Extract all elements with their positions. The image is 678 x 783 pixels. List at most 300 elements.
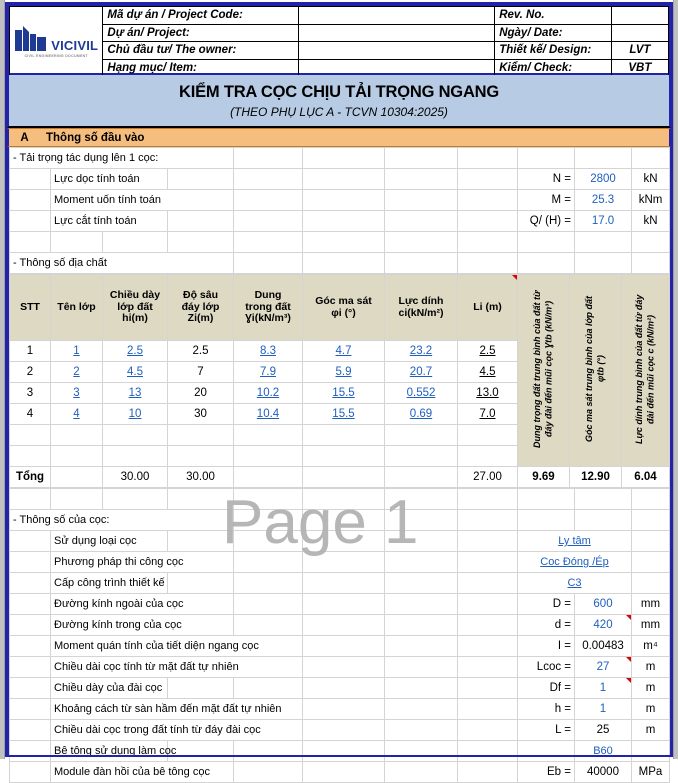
- blank-cell: [518, 510, 575, 531]
- soil-col-phi: Góc ma sát φi (°): [303, 275, 385, 341]
- blank-cell: [385, 190, 458, 211]
- header-label-date: Ngày/ Date:: [495, 24, 612, 42]
- pile-row: [10, 615, 670, 636]
- load-label-m: Moment uốn tính toán: [51, 190, 234, 211]
- page-subtitle: (THEO PHỤ LỤC A - TCVN 10304:2025): [230, 104, 448, 119]
- soil-col-gamma: Dung trong đất Ɣi(kN/m³): [234, 275, 303, 341]
- cell-hi[interactable]: 10: [103, 404, 168, 425]
- soil-col-li: Li (m): [458, 275, 518, 341]
- blank-cell: [385, 489, 458, 510]
- pile-symbol-h: h =: [518, 699, 575, 720]
- pile-row: [10, 699, 670, 720]
- blank-cell: [234, 148, 303, 169]
- blank-cell: [303, 531, 385, 552]
- blank-cell: [458, 636, 518, 657]
- cell-li: 7.0: [458, 404, 518, 425]
- blank-cell: [458, 678, 518, 699]
- pile-row: [10, 720, 670, 741]
- blank-cell: [168, 741, 234, 762]
- blank-cell: [10, 720, 51, 741]
- cell-ten[interactable]: 4: [51, 404, 103, 425]
- blank-cell: [458, 699, 518, 720]
- pile-symbol-d: d =: [518, 615, 575, 636]
- pile-row: [10, 657, 670, 678]
- blank-cell: [632, 232, 670, 253]
- blank-cell: [234, 741, 303, 762]
- company-logo: [10, 7, 103, 77]
- blank-cell: [10, 699, 51, 720]
- cell-ci[interactable]: 0.69: [385, 404, 458, 425]
- cell-stt: 2: [10, 362, 51, 383]
- pile-row: [10, 636, 670, 657]
- cell-zi: 20: [168, 383, 234, 404]
- header-value-design[interactable]: LVT: [611, 42, 668, 60]
- pile-value-h[interactable]: 1: [575, 699, 632, 720]
- cell-zi: 2.5: [168, 341, 234, 362]
- blank-cell: [168, 489, 234, 510]
- header-label-project: Dự án/ Project:: [103, 24, 299, 42]
- cell-ten[interactable]: 3: [51, 383, 103, 404]
- pile-symbol-D: D =: [518, 594, 575, 615]
- cell-hi[interactable]: [103, 425, 168, 446]
- comment-marker-icon: [512, 275, 517, 280]
- cell-ten[interactable]: [51, 425, 103, 446]
- blank-cell: [632, 552, 670, 573]
- blank-cell: [168, 211, 234, 232]
- soil-heading-row: [10, 253, 670, 274]
- soil-col-zi: Độ sâu đáy lớp Zi(m): [168, 275, 234, 341]
- soil-col-c-tb: Lực dính trung bình của đất từ đáy đài đến mũi cọc c (kN/m²): [622, 275, 670, 467]
- pile-row: [10, 531, 670, 552]
- soil-heading: - Thông số địa chất: [10, 253, 234, 274]
- blank-cell: [303, 636, 385, 657]
- blank-cell: [234, 253, 303, 274]
- soil-total-c-tb: 6.04: [622, 467, 670, 488]
- header-label-owner: Chủ đầu tư/ The owner:: [103, 42, 299, 60]
- logo-tagline: CIVIL ENGINEERING DOCUMENT: [24, 53, 88, 58]
- blank-cell: [103, 232, 168, 253]
- pile-value-D[interactable]: 600: [575, 594, 632, 615]
- blank-cell: [10, 232, 51, 253]
- blank-cell: [518, 148, 575, 169]
- blank-cell: [458, 657, 518, 678]
- blank-cell: [575, 253, 632, 274]
- blank-cell: [234, 762, 303, 783]
- blank-cell: [632, 510, 670, 531]
- cell-ten[interactable]: [51, 446, 103, 467]
- blank-cell: [234, 510, 303, 531]
- cell-gamma[interactable]: 10.2: [234, 383, 303, 404]
- section-a-bar: [7, 128, 671, 147]
- blank-cell: [458, 510, 518, 531]
- pile-label-cap-cong-trinh: Cấp công trình thiết kế: [51, 573, 168, 594]
- blank-cell: [303, 594, 385, 615]
- loads-heading: - Tải trọng tác dụng lên 1 cọc:: [10, 148, 234, 169]
- soil-col-stt: STT: [10, 275, 51, 341]
- blank-cell: [385, 573, 458, 594]
- blank-cell: [458, 552, 518, 573]
- pile-symbol-I: I =: [518, 636, 575, 657]
- pile-row: [10, 678, 670, 699]
- pile-unit-D: mm: [632, 594, 670, 615]
- header-value-owner[interactable]: [299, 42, 495, 60]
- load-value-m[interactable]: 25.3: [575, 190, 632, 211]
- soil-total-phi-tb: 12.90: [570, 467, 622, 488]
- blank-cell: [303, 573, 385, 594]
- blank-cell: [234, 169, 303, 190]
- pile-value-d[interactable]: 420: [575, 615, 632, 636]
- cell-gamma[interactable]: [234, 446, 303, 467]
- blank-cell: [385, 636, 458, 657]
- blank-cell: [632, 489, 670, 510]
- header-value-rev-no[interactable]: [611, 7, 668, 25]
- blank-cell: [10, 636, 51, 657]
- blank-cell: [303, 699, 385, 720]
- blank-cell: [458, 741, 518, 762]
- cell-ten[interactable]: 2: [51, 362, 103, 383]
- blank-cell: [10, 657, 51, 678]
- blank-cell: [10, 190, 51, 211]
- pile-value-betong[interactable]: B60: [575, 741, 632, 762]
- blank-cell: [234, 190, 303, 211]
- cell-gamma[interactable]: [234, 425, 303, 446]
- blank-cell: [575, 148, 632, 169]
- pile-row: [10, 552, 670, 573]
- blank-cell: [51, 489, 103, 510]
- vicivil-building-icon: [14, 26, 48, 52]
- blank-cell: [234, 211, 303, 232]
- cell-stt: 4: [10, 404, 51, 425]
- soil-col-phi-tb: Góc ma sát trung bình của lớp đất φtb (°): [570, 275, 622, 467]
- loads-table: [9, 147, 670, 274]
- soil-total-zi: 30.00: [168, 467, 234, 488]
- cell-hi[interactable]: 2.5: [103, 341, 168, 362]
- cell-ci[interactable]: 20.7: [385, 362, 458, 383]
- blank-cell: [385, 510, 458, 531]
- soil-col-ten-lop: Tên lớp: [51, 275, 103, 341]
- soil-total-row: [10, 467, 670, 488]
- blank-cell: [303, 741, 385, 762]
- blank-cell: [10, 531, 51, 552]
- soil-parameters-table: [9, 274, 670, 488]
- cell-li: [458, 425, 518, 446]
- blank-cell: [303, 762, 385, 783]
- cell-stt: 1: [10, 341, 51, 362]
- load-row: [10, 169, 670, 190]
- blank-cell: [385, 678, 458, 699]
- right-gutter: [673, 0, 678, 759]
- blank-cell: [385, 594, 458, 615]
- header-label-design: Thiết kế/ Design:: [495, 42, 612, 60]
- blank-cell: [632, 573, 670, 594]
- blank-cell: [385, 253, 458, 274]
- blank-cell: [10, 594, 51, 615]
- blank-cell: [458, 211, 518, 232]
- pile-value-I: 0.00483: [575, 636, 632, 657]
- blank-cell: [458, 615, 518, 636]
- blank-cell: [458, 594, 518, 615]
- pile-row: [10, 762, 670, 783]
- pile-symbol-Eb: Eb =: [518, 762, 575, 783]
- blank-cell: [458, 489, 518, 510]
- load-label-q: Lực cắt tính toán: [51, 211, 168, 232]
- soil-header-row: [10, 275, 670, 341]
- blank-cell: [385, 720, 458, 741]
- blank-cell: [303, 211, 385, 232]
- blank-cell: [518, 489, 575, 510]
- blank-cell: [234, 467, 303, 488]
- load-unit-n: kN: [632, 169, 670, 190]
- section-a-letter: A: [20, 131, 29, 144]
- pile-label-Lcoc: Chiều dài cọc tính từ mặt đất tự nhiên: [51, 657, 303, 678]
- pile-value-L: 25: [575, 720, 632, 741]
- blank-cell: [575, 510, 632, 531]
- header-label-item: Hạng mục/ Item:: [103, 59, 299, 77]
- cell-ten[interactable]: 1: [51, 341, 103, 362]
- cell-hi[interactable]: 4.5: [103, 362, 168, 383]
- blank-cell: [632, 741, 670, 762]
- blank-cell: [385, 467, 458, 488]
- blank-cell: [385, 169, 458, 190]
- soil-total-hi: 30.00: [103, 467, 168, 488]
- cell-zi: [168, 425, 234, 446]
- blank-cell: [10, 489, 51, 510]
- pile-label-I: Moment quán tính của tiết diện ngang cọc: [51, 636, 303, 657]
- blank-cell: [234, 232, 303, 253]
- load-unit-m: kNm: [632, 190, 670, 211]
- load-label-n: Lực dọc tính toán: [51, 169, 168, 190]
- blank-cell: [385, 615, 458, 636]
- pile-heading: - Thông số của cọc:: [10, 510, 234, 531]
- page-title: KIỂM TRA CỌC CHỊU TẢI TRỌNG NGANG: [178, 82, 500, 101]
- blank-cell: [458, 762, 518, 783]
- blank-cell: [575, 232, 632, 253]
- cell-ci[interactable]: [385, 446, 458, 467]
- spacer-row: [10, 232, 670, 253]
- pile-symbol-L: L =: [518, 720, 575, 741]
- cell-ci[interactable]: [385, 425, 458, 446]
- blank-cell: [234, 531, 303, 552]
- cell-li: [458, 446, 518, 467]
- blank-cell: [103, 489, 168, 510]
- load-value-q[interactable]: 17.0: [575, 211, 632, 232]
- pile-unit-I: m⁴: [632, 636, 670, 657]
- cell-ci[interactable]: 23.2: [385, 341, 458, 362]
- blank-cell: [303, 657, 385, 678]
- blank-cell: [518, 741, 575, 762]
- pile-unit-h: m: [632, 699, 670, 720]
- page-watermark: Page 1: [222, 488, 419, 557]
- cell-li: 4.5: [458, 362, 518, 383]
- pile-label-L: Chiều dài cọc trong đất tính từ đáy đài cọc: [51, 720, 303, 741]
- blank-cell: [458, 148, 518, 169]
- pile-unit-Lcoc: m: [632, 657, 670, 678]
- header-value-project[interactable]: [299, 24, 495, 42]
- cell-phi[interactable]: [303, 446, 385, 467]
- cell-hi[interactable]: 13: [103, 383, 168, 404]
- logo-wordmark: VICIVIL: [51, 37, 99, 53]
- cell-hi[interactable]: [103, 446, 168, 467]
- pile-unit-Df: m: [632, 678, 670, 699]
- blank-cell: [10, 741, 51, 762]
- pile-label-betong: Bê tông sử dụng làm cọc: [51, 741, 168, 762]
- cell-stt: 3: [10, 383, 51, 404]
- soil-col-ci: Lực dính ci(kN/m²): [385, 275, 458, 341]
- pile-label-phuong-phap: Phương pháp thi công cọc: [51, 552, 234, 573]
- blank-cell: [10, 678, 51, 699]
- blank-cell: [458, 573, 518, 594]
- blank-cell: [385, 232, 458, 253]
- blank-cell: [168, 169, 234, 190]
- blank-cell: [458, 169, 518, 190]
- load-row: [10, 211, 670, 232]
- pile-label-Df: Chiều dày của đài cọc: [51, 678, 168, 699]
- load-unit-q: kN: [632, 211, 670, 232]
- cell-stt: [10, 446, 51, 467]
- header-value-item[interactable]: [299, 59, 495, 77]
- blank-cell: [385, 552, 458, 573]
- blank-cell: [385, 211, 458, 232]
- cell-gamma[interactable]: 10.4: [234, 404, 303, 425]
- section-a-title: Thông số đầu vào: [46, 131, 145, 144]
- blank-cell: [303, 615, 385, 636]
- pile-value-Eb: 40000: [575, 762, 632, 783]
- left-gutter: [0, 0, 5, 759]
- cell-phi[interactable]: 4.7: [303, 341, 385, 362]
- pile-row: [10, 594, 670, 615]
- pile-label-loai-coc: Sử dụng loại cọc: [51, 531, 168, 552]
- pile-value-cap-cong-trinh[interactable]: C3: [518, 573, 632, 594]
- load-row: [10, 190, 670, 211]
- blank-cell: [234, 552, 303, 573]
- cell-ci[interactable]: 0.552: [385, 383, 458, 404]
- blank-cell: [51, 467, 103, 488]
- cell-phi[interactable]: 5.9: [303, 362, 385, 383]
- pile-row: [10, 573, 670, 594]
- document-title-block: [7, 4, 671, 75]
- cell-zi: [168, 446, 234, 467]
- soil-total-label: Tổng: [10, 467, 51, 488]
- load-value-n[interactable]: 2800: [575, 169, 632, 190]
- pile-value-Lcoc[interactable]: 27: [575, 657, 632, 678]
- header-value-check[interactable]: VBT: [611, 59, 668, 77]
- blank-cell: [458, 253, 518, 274]
- header-label-check: Kiểm/ Check:: [495, 59, 612, 77]
- cell-gamma[interactable]: 8.3: [234, 341, 303, 362]
- load-symbol-n: N =: [518, 169, 575, 190]
- blank-cell: [303, 253, 385, 274]
- blank-cell: [458, 531, 518, 552]
- blank-cell: [458, 232, 518, 253]
- pile-label-d: Đường kính trong của cọc: [51, 615, 234, 636]
- cell-zi: 7: [168, 362, 234, 383]
- cell-phi[interactable]: [303, 425, 385, 446]
- blank-cell: [458, 190, 518, 211]
- blank-cell: [10, 615, 51, 636]
- cell-zi: 30: [168, 404, 234, 425]
- blank-cell: [458, 720, 518, 741]
- blank-cell: [385, 699, 458, 720]
- blank-cell: [303, 169, 385, 190]
- blank-cell: [10, 573, 51, 594]
- header-value-project-code[interactable]: [299, 7, 495, 25]
- cell-li: 13.0: [458, 383, 518, 404]
- pile-parameters-table: [9, 488, 670, 783]
- blank-cell: [234, 615, 303, 636]
- blank-cell: [518, 232, 575, 253]
- blank-cell: [303, 232, 385, 253]
- pile-heading-row: [10, 510, 670, 531]
- pile-value-Df[interactable]: 1: [575, 678, 632, 699]
- blank-cell: [168, 531, 234, 552]
- cell-phi[interactable]: 15.5: [303, 383, 385, 404]
- pile-label-h: Khoảng cách từ sàn hầm đến mặt đất tự nhiên: [51, 699, 303, 720]
- blank-cell: [303, 678, 385, 699]
- blank-cell: [385, 762, 458, 783]
- pile-value-phuong-phap[interactable]: Coc Đóng /Ép: [518, 552, 632, 573]
- blank-cell: [385, 657, 458, 678]
- blank-cell: [575, 489, 632, 510]
- document-heading: [7, 75, 671, 128]
- comment-marker-icon: [626, 657, 631, 662]
- blank-cell: [385, 741, 458, 762]
- pile-symbol-Df: Df =: [518, 678, 575, 699]
- pile-label-Eb: Module đàn hồi của bê tông cọc: [51, 762, 234, 783]
- load-symbol-m: M =: [518, 190, 575, 211]
- cell-stt: [10, 425, 51, 446]
- cell-phi[interactable]: 15.5: [303, 404, 385, 425]
- pile-unit-L: m: [632, 720, 670, 741]
- blank-cell: [10, 552, 51, 573]
- soil-col-hi: Chiều dày lớp đất hi(m): [103, 275, 168, 341]
- comment-marker-icon: [626, 615, 631, 620]
- blank-cell: [632, 253, 670, 274]
- blank-cell: [518, 253, 575, 274]
- pile-value-loai-coc[interactable]: Ly tâm: [518, 531, 632, 552]
- blank-cell: [303, 510, 385, 531]
- soil-total-li: 27.00: [458, 467, 518, 488]
- comment-marker-icon: [626, 678, 631, 683]
- header-label-rev-no: Rev. No.: [495, 7, 612, 25]
- cell-gamma[interactable]: 7.9: [234, 362, 303, 383]
- blank-cell: [303, 489, 385, 510]
- blank-cell: [234, 573, 303, 594]
- blank-cell: [168, 573, 234, 594]
- blank-cell: [234, 489, 303, 510]
- header-label-project-code: Mã dự án / Project Code:: [103, 7, 299, 25]
- pile-row: [10, 741, 670, 762]
- pile-label-D: Đường kính ngoài của cọc: [51, 594, 234, 615]
- blank-cell: [632, 531, 670, 552]
- blank-cell: [10, 762, 51, 783]
- blank-cell: [10, 211, 51, 232]
- blank-cell: [10, 169, 51, 190]
- blank-cell: [234, 594, 303, 615]
- blank-cell: [385, 148, 458, 169]
- spacer-row: [10, 489, 670, 510]
- blank-cell: [234, 678, 303, 699]
- blank-cell: [632, 148, 670, 169]
- pile-unit-d: mm: [632, 615, 670, 636]
- cell-li: 2.5: [458, 341, 518, 362]
- blank-cell: [303, 467, 385, 488]
- blank-cell: [303, 552, 385, 573]
- blank-cell: [385, 531, 458, 552]
- blank-cell: [168, 232, 234, 253]
- header-value-date[interactable]: [611, 24, 668, 42]
- load-symbol-q: Q/ (H) =: [518, 211, 575, 232]
- blank-cell: [168, 678, 234, 699]
